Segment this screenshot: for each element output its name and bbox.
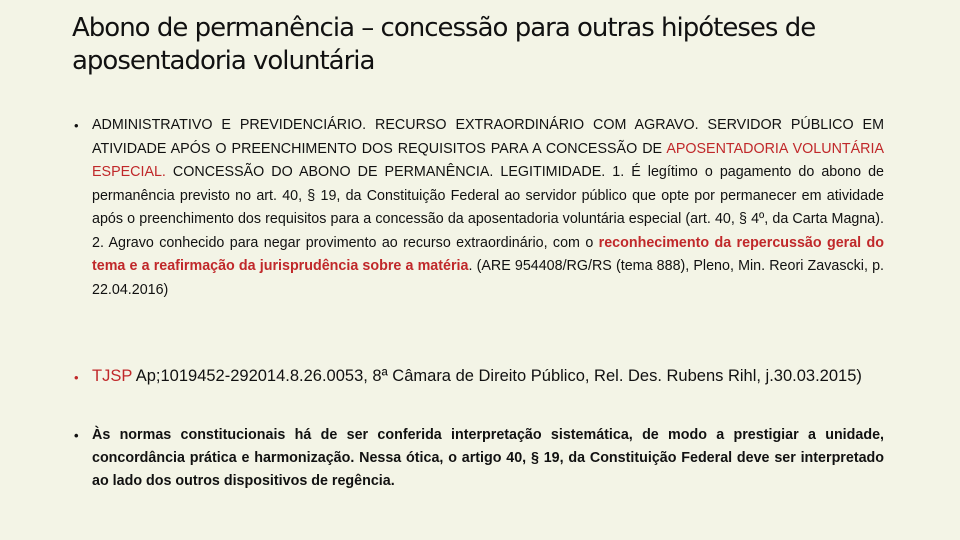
ruling-text-part2: CONCESSÃO DO ABONO DE PERMANÊNCIA. LEGITIMIDADE. 1. É legítimo o pagamento do abono de permanência previsto no art. 40, § 19, da Constituição Federal ao servidor público que opte por permanecer em atividade após o preenchimento dos requisitos para a concessão da aposentadoria voluntária especial (art. 40, § 4º, da Carta Magna). 2. Agravo conhecido para negar provimento ao recurso extraordinário, com o bbox=[92, 164, 884, 251]
bullet-interpretation bbox=[72, 424, 884, 493]
interpretation-text: Às normas constitucionais há de ser conferida interpretação sistemática, de modo a prestigiar a unidade, concordância prática e harmonização. Nessa ótica, o artigo 40, § 19, da Constituição Federal deve ser interpretado ao lado dos outros dispositivos de regência. bbox=[92, 427, 884, 489]
bullet-tjsp bbox=[72, 365, 884, 388]
tjsp-citation: Ap;1019452-292014.8.26.0053, 8ª Câmara de Direito Público, Rel. Des. Rubens Rihl, j.30.03.2015) bbox=[132, 367, 862, 385]
ruling-highlight-aposentadoria: APOSENTADORIA VOLUNTÁRIA ESPECIAL. bbox=[92, 140, 884, 180]
slide-title: Abono de permanência – concessão para outras hipóteses de aposentadoria voluntária bbox=[72, 13, 816, 76]
bullet-ruling bbox=[72, 114, 884, 302]
tjsp-label: TJSP bbox=[92, 367, 133, 385]
bullet-icon: • bbox=[74, 428, 79, 443]
ruling-text-part3: . (ARE 954408/RG/RS (tema 888), Pleno, Min. Reori Zavascki, p. 22.04.2016) bbox=[92, 258, 884, 298]
bullet-icon: • bbox=[74, 370, 79, 385]
ruling-text-part1: ADMINISTRATIVO E PREVIDENCIÁRIO. RECURSO EXTRAORDINÁRIO COM AGRAVO. SERVIDOR PÚBLICO EM ATIVIDADE APÓS O PREENCHIMENTO DOS REQUISITOS PARA A CONCESSÃO DE bbox=[92, 117, 884, 157]
bullet-icon: • bbox=[74, 118, 79, 133]
ruling-highlight-repercussao: reconhecimento da repercussão geral do tema e a reafirmação da jurisprudência sobre a matéria bbox=[92, 234, 884, 274]
